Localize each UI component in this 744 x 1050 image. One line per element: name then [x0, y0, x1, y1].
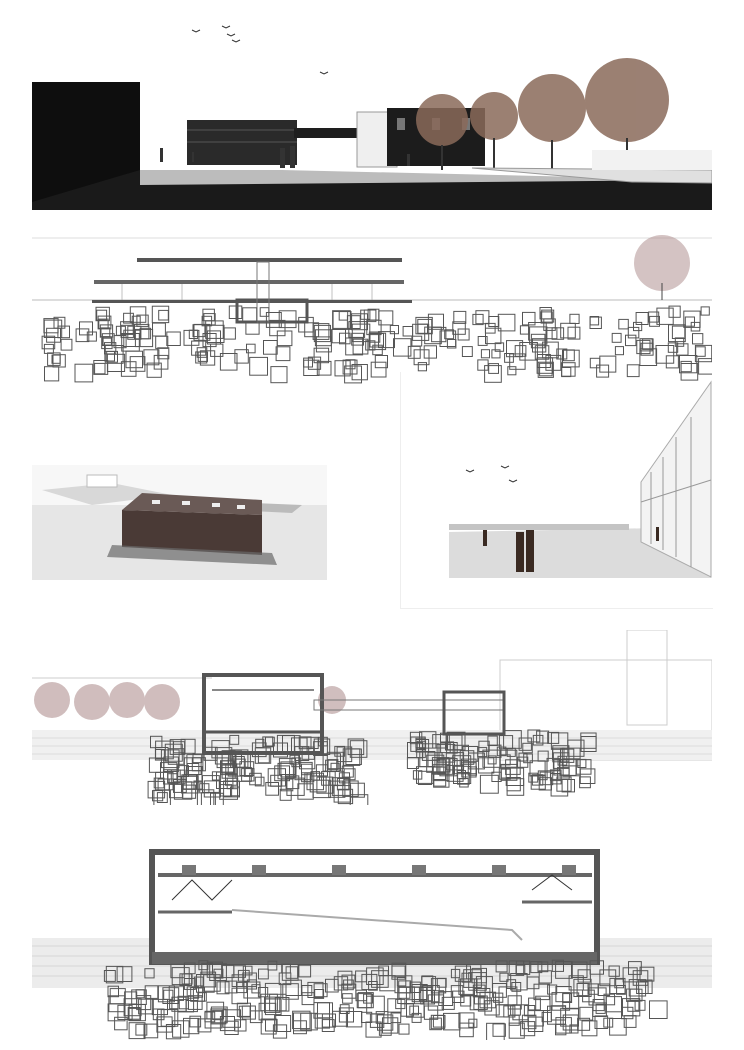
rock-block [399, 1024, 409, 1034]
rock-block [75, 364, 93, 382]
rock-block [347, 316, 360, 329]
rock-block [388, 999, 401, 1012]
section-b-drawing [32, 630, 712, 805]
rock-block [489, 317, 499, 327]
rock-block [187, 764, 199, 776]
rock-block [125, 992, 137, 1004]
rock-block [211, 344, 223, 356]
rock-block [161, 763, 177, 779]
rock-block [205, 1012, 215, 1022]
rock-block [264, 341, 278, 355]
rock-block [224, 328, 235, 339]
rock-block [462, 347, 472, 357]
rock-block [691, 322, 700, 331]
rock-block [681, 361, 691, 371]
rock-block [515, 346, 526, 357]
rock-block [413, 771, 421, 779]
rock-block [424, 346, 436, 358]
rock-block [493, 1024, 505, 1036]
rock-block [346, 338, 363, 355]
rock-block [481, 350, 489, 358]
birds [192, 26, 328, 74]
rock-block [480, 775, 498, 793]
section-a-drawing [32, 228, 712, 388]
rock-block [568, 327, 580, 339]
rock-block [622, 1007, 633, 1018]
rock-block [314, 1003, 330, 1019]
rock-block [590, 317, 598, 325]
rock-block [507, 779, 524, 796]
aerial-model-render [32, 465, 327, 580]
rock-block [562, 780, 574, 792]
perspective-plaza-render [400, 372, 713, 609]
rock-block [418, 771, 431, 784]
rock-block [129, 1023, 145, 1039]
rock-block [44, 319, 58, 333]
rock-block [418, 363, 426, 371]
rock-block [590, 317, 601, 328]
rock-block [541, 312, 552, 323]
rock-block [563, 994, 572, 1003]
rock-block [695, 345, 711, 361]
rock-block [693, 334, 703, 344]
rock-block [159, 310, 169, 320]
rock-block [412, 336, 422, 346]
rock-block [551, 779, 568, 796]
trees [416, 58, 669, 146]
rock-block [294, 1021, 307, 1034]
rock-block [637, 340, 650, 353]
rock-block [339, 312, 348, 321]
rock-block [417, 767, 434, 784]
rock-block [144, 350, 159, 365]
rock-block [250, 1011, 262, 1023]
rock-block [144, 1024, 158, 1038]
rock-block [322, 1014, 335, 1027]
rock-block [460, 1023, 474, 1037]
section-c-drawing [32, 830, 712, 1040]
rock-block [492, 772, 501, 781]
rock-block [383, 1018, 398, 1033]
rock-block [680, 356, 697, 373]
rock-block [418, 324, 428, 334]
rock-block [156, 336, 168, 348]
rock-block [271, 367, 287, 383]
rock-block [293, 1011, 310, 1028]
rock-block [439, 992, 453, 1006]
rock-block [135, 329, 152, 346]
rock-block [80, 322, 93, 335]
rock-block [247, 344, 256, 353]
rock-block [250, 357, 268, 375]
rock-block [473, 314, 483, 324]
rock-block [627, 989, 639, 1001]
rock-block [604, 1018, 613, 1027]
rock-block [677, 344, 688, 355]
rock-block [366, 1022, 381, 1037]
rock-block [129, 1004, 145, 1020]
rock-block [170, 784, 183, 797]
rock-block [318, 1003, 333, 1018]
tree-icon [634, 235, 690, 291]
rock-block [696, 347, 706, 357]
rock-block [108, 1004, 125, 1021]
rock-block [685, 317, 694, 326]
rock-block [626, 335, 636, 345]
rock-block [580, 769, 595, 784]
rock-block [478, 360, 488, 370]
rock-block [650, 1001, 668, 1019]
rock-block [45, 367, 59, 381]
rock-block [302, 773, 311, 782]
rock-block [444, 1013, 461, 1030]
rock-block [371, 362, 386, 377]
rock-block [403, 327, 413, 337]
rock-block [590, 358, 600, 368]
rock-block [232, 988, 248, 1004]
rock-block [136, 990, 144, 998]
rock-block [121, 362, 136, 377]
rock-block [506, 768, 523, 785]
rock-block [476, 311, 489, 324]
perspective-street-render [32, 20, 712, 210]
rock-block [95, 363, 105, 373]
rock-block [158, 348, 169, 359]
rock-block [167, 332, 181, 346]
rock-block [612, 333, 621, 342]
rock-block [619, 319, 629, 329]
rock-block [259, 1003, 276, 1020]
rock-block [352, 365, 367, 380]
rock-block [684, 311, 700, 327]
rock-block [276, 347, 290, 361]
rock-block [666, 356, 678, 368]
rock-block [220, 785, 231, 796]
rock-block [520, 326, 528, 334]
rock-block [600, 356, 616, 372]
rock-block [332, 329, 345, 342]
rock-block [580, 777, 591, 788]
rock-block [487, 1023, 505, 1040]
rock-block [570, 314, 579, 323]
rock-block [460, 779, 469, 788]
rock-block [701, 307, 709, 315]
rock-block [634, 322, 642, 330]
rock-block [459, 1013, 474, 1028]
rock-block [122, 334, 140, 352]
rock-block [511, 1005, 521, 1015]
rock-block [261, 1019, 276, 1034]
rock-block [606, 997, 621, 1012]
rock-block [615, 347, 623, 355]
rock-block [153, 323, 166, 336]
rock-block [121, 322, 134, 335]
rock-block [505, 354, 514, 363]
rock-block [295, 762, 312, 779]
rock-block [169, 986, 183, 1000]
rock-block [201, 793, 215, 805]
rock-block [61, 339, 72, 350]
rock-block [672, 326, 684, 338]
rock-block [656, 346, 674, 364]
rock-block [203, 309, 215, 321]
rock-block [576, 760, 591, 775]
rock-block [479, 758, 494, 773]
trees [34, 682, 346, 720]
rock-block [243, 308, 257, 322]
rock-block [669, 325, 686, 342]
rock-block [126, 351, 143, 368]
